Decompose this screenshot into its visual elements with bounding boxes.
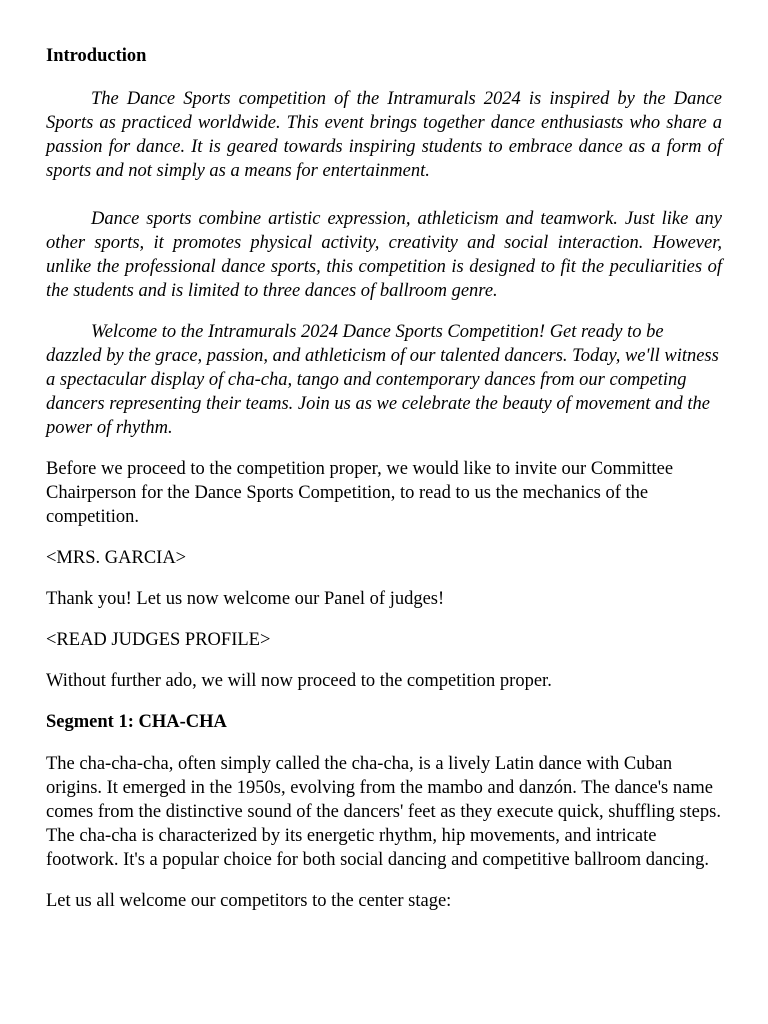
cha-cha-description-paragraph: The cha-cha-cha, often simply called the cha-cha, is a lively Latin dance with Cuban origins. It emerged in the 1950s, evolving from the mambo and danzón. The dance's name comes from the distinctive sound of the dancers' feet as they execute quick, shuffling steps. The cha-cha is characterized by its energetic rhythm, hip movements, and intricate footwork. It's a popular choice for both social dancing and competitive ballroom dancing.: [46, 754, 721, 870]
stage-cue-judges-profile: <READ JUDGES PROFILE>: [46, 630, 271, 650]
segment-heading: Segment 1: CHA-CHA: [46, 712, 227, 732]
chairperson-invitation-paragraph: Before we proceed to the competition proper, we would like to invite our Committee Chairperson for the Dance Sports Competition, to read to us the mechanics of the competition.: [46, 459, 674, 527]
proceed-paragraph: Without further ado, we will now proceed to the competition proper.: [46, 671, 552, 691]
document-page: [46, 44, 722, 930]
introduction-heading: Introduction: [46, 46, 147, 66]
welcome-judges-paragraph: Thank you! Let us now welcome our Panel of judges!: [46, 589, 445, 609]
intro-paragraph: Dance sports combine artistic expression, athleticism and teamwork. Just like any other sports, it promotes physical activity, creativity and social interaction. However, unlike the professional dance sports, this competition is designed to fit the peculiarities of the students and is limited to three dances of ballroom genre.: [46, 209, 722, 301]
intro-paragraph: Welcome to the Intramurals 2024 Dance Sports Competition! Get ready to be dazzled by the grace, passion, and athleticism of our talented dancers. Today, we'll witness a spectacular display of cha-cha, tango and contemporary dances from our competing dancers representing their teams. Join us as we celebrate the beauty of movement and the power of rhythm.: [46, 322, 719, 438]
intro-paragraph: The Dance Sports competition of the Intramurals 2024 is inspired by the Dance Sports as practiced worldwide. This event brings together dance enthusiasts who share a passion for dance. It is geared towards inspiring students to embrace dance as a form of sports and not simply as a means for entertainment.: [46, 89, 722, 181]
welcome-competitors-paragraph: Let us all welcome our competitors to the center stage:: [46, 891, 452, 911]
stage-cue-garcia: <MRS. GARCIA>: [46, 548, 187, 568]
